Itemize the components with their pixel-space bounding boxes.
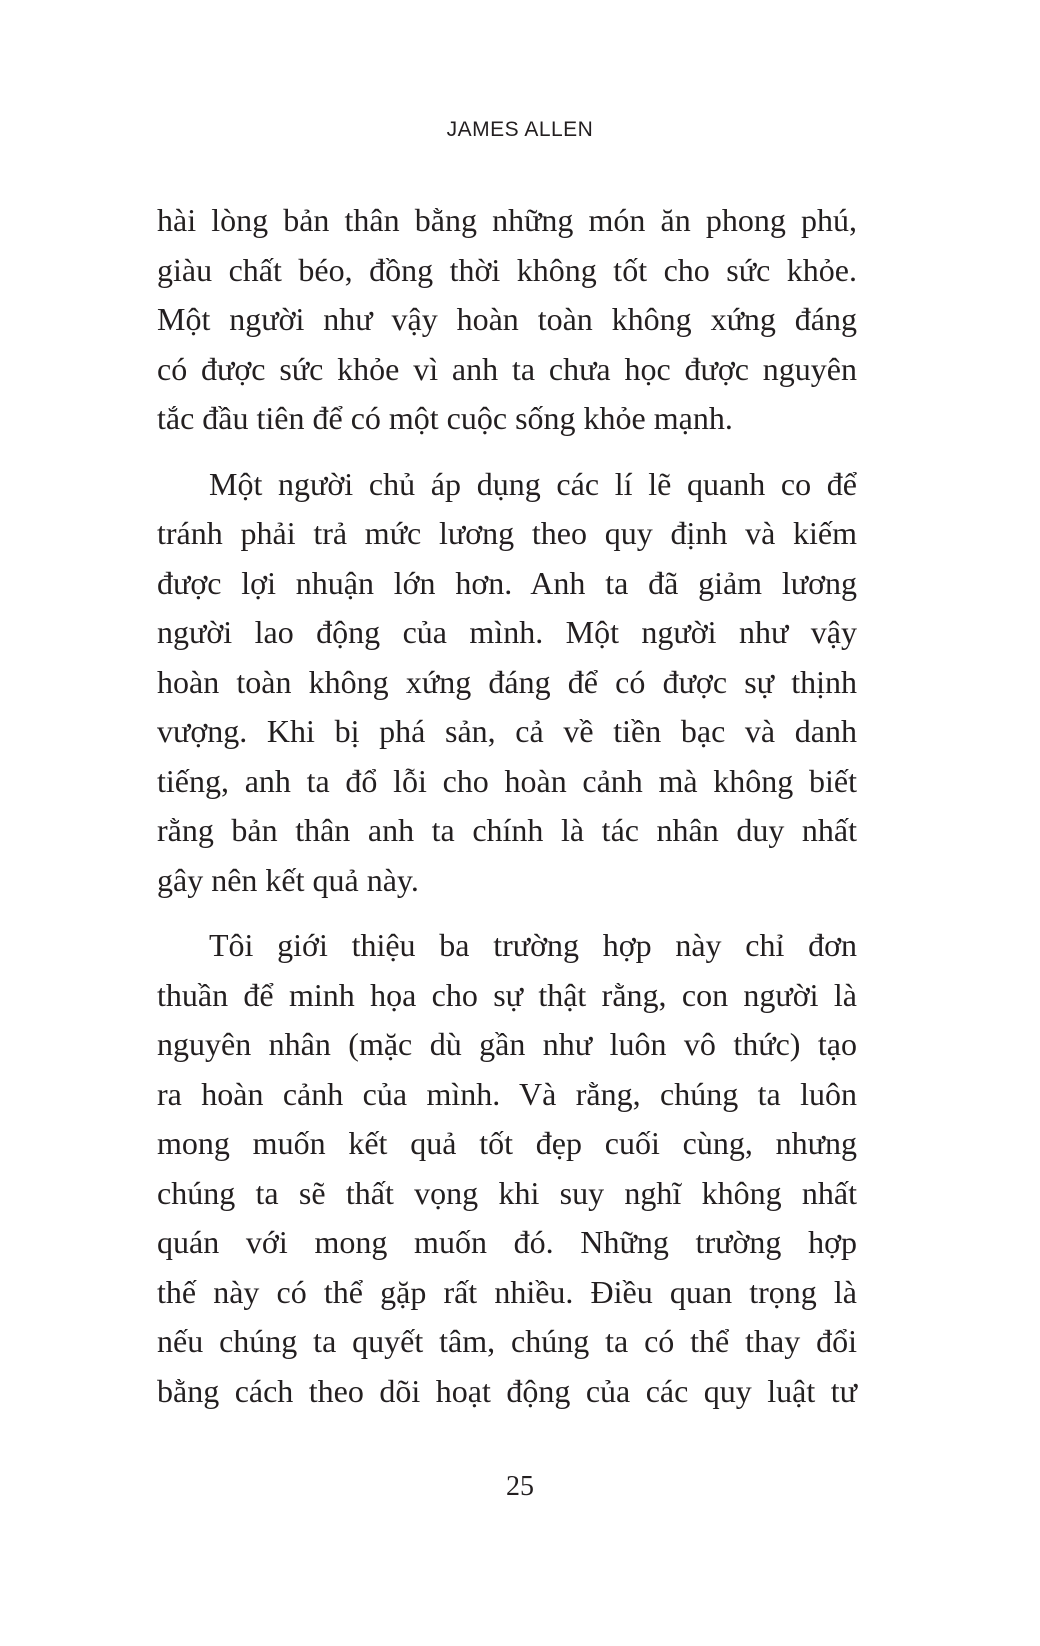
text-line: được lợi nhuận lớn hơn. Anh ta đã giảm lương (157, 564, 857, 601)
text-line: Tôi giới thiệu ba trường hợp này chỉ đơn (209, 927, 857, 963)
text-line: gây nên kết quả này. (157, 861, 419, 898)
page-number: 25 (506, 1471, 534, 1502)
text-line: giàu chất béo, đồng thời không tốt cho sức khỏe. (157, 251, 857, 288)
text-line: vượng. Khi bị phá sản, cả về tiền bạc và danh (157, 713, 857, 749)
text-line: nguyên nhân (mặc dù gần như luôn vô thức) tạo (157, 1026, 857, 1062)
text-line: Một người chủ áp dụng các lí lẽ quanh co để (209, 465, 857, 502)
running-head: JAMES ALLEN (446, 118, 594, 141)
text-line: rằng bản thân anh ta chính là tác nhân duy nhất (157, 812, 857, 848)
text-line: có được sức khỏe vì anh ta chưa học được nguyên (157, 350, 857, 387)
text-line: thế này có thể gặp rất nhiều. Điều quan trọng là (157, 1273, 857, 1310)
paragraph-1 (157, 196, 857, 444)
text-line: chúng ta sẽ thất vọng khi suy nghĩ không nhất (157, 1174, 857, 1211)
text-line: Một người như vậy hoàn toàn không xứng đáng (157, 301, 857, 337)
paragraph-3 (157, 921, 857, 1416)
text-line: bằng cách theo dõi hoạt động của các quy luật tư (157, 1372, 857, 1409)
text-line: ra hoàn cảnh của mình. Và rằng, chúng ta luôn (157, 1075, 857, 1112)
paragraph-2 (157, 460, 857, 906)
text-line: nếu chúng ta quyết tâm, chúng ta có thể thay đổi (157, 1323, 857, 1359)
text-line: người lao động của mình. Một người như vậy (157, 614, 857, 650)
text-line: tắc đầu tiên để có một cuộc sống khỏe mạnh. (157, 400, 733, 436)
text-line: hài lòng bản thân bằng những món ăn phong phú, (157, 202, 857, 238)
text-line: tránh phải trả mức lương theo quy định và kiếm (157, 515, 857, 551)
text-line: hoàn toàn không xứng đáng để có được sự thịnh (157, 663, 857, 700)
body-text (157, 196, 857, 1432)
text-line: quán với mong muốn đó. Những trường hợp (157, 1224, 857, 1260)
text-line: mong muốn kết quả tốt đẹp cuối cùng, nhưng (157, 1125, 857, 1161)
text-line: thuần để minh họa cho sự thật rằng, con người là (157, 976, 857, 1013)
text-line: tiếng, anh ta đổ lỗi cho hoàn cảnh mà không biết (157, 762, 857, 799)
